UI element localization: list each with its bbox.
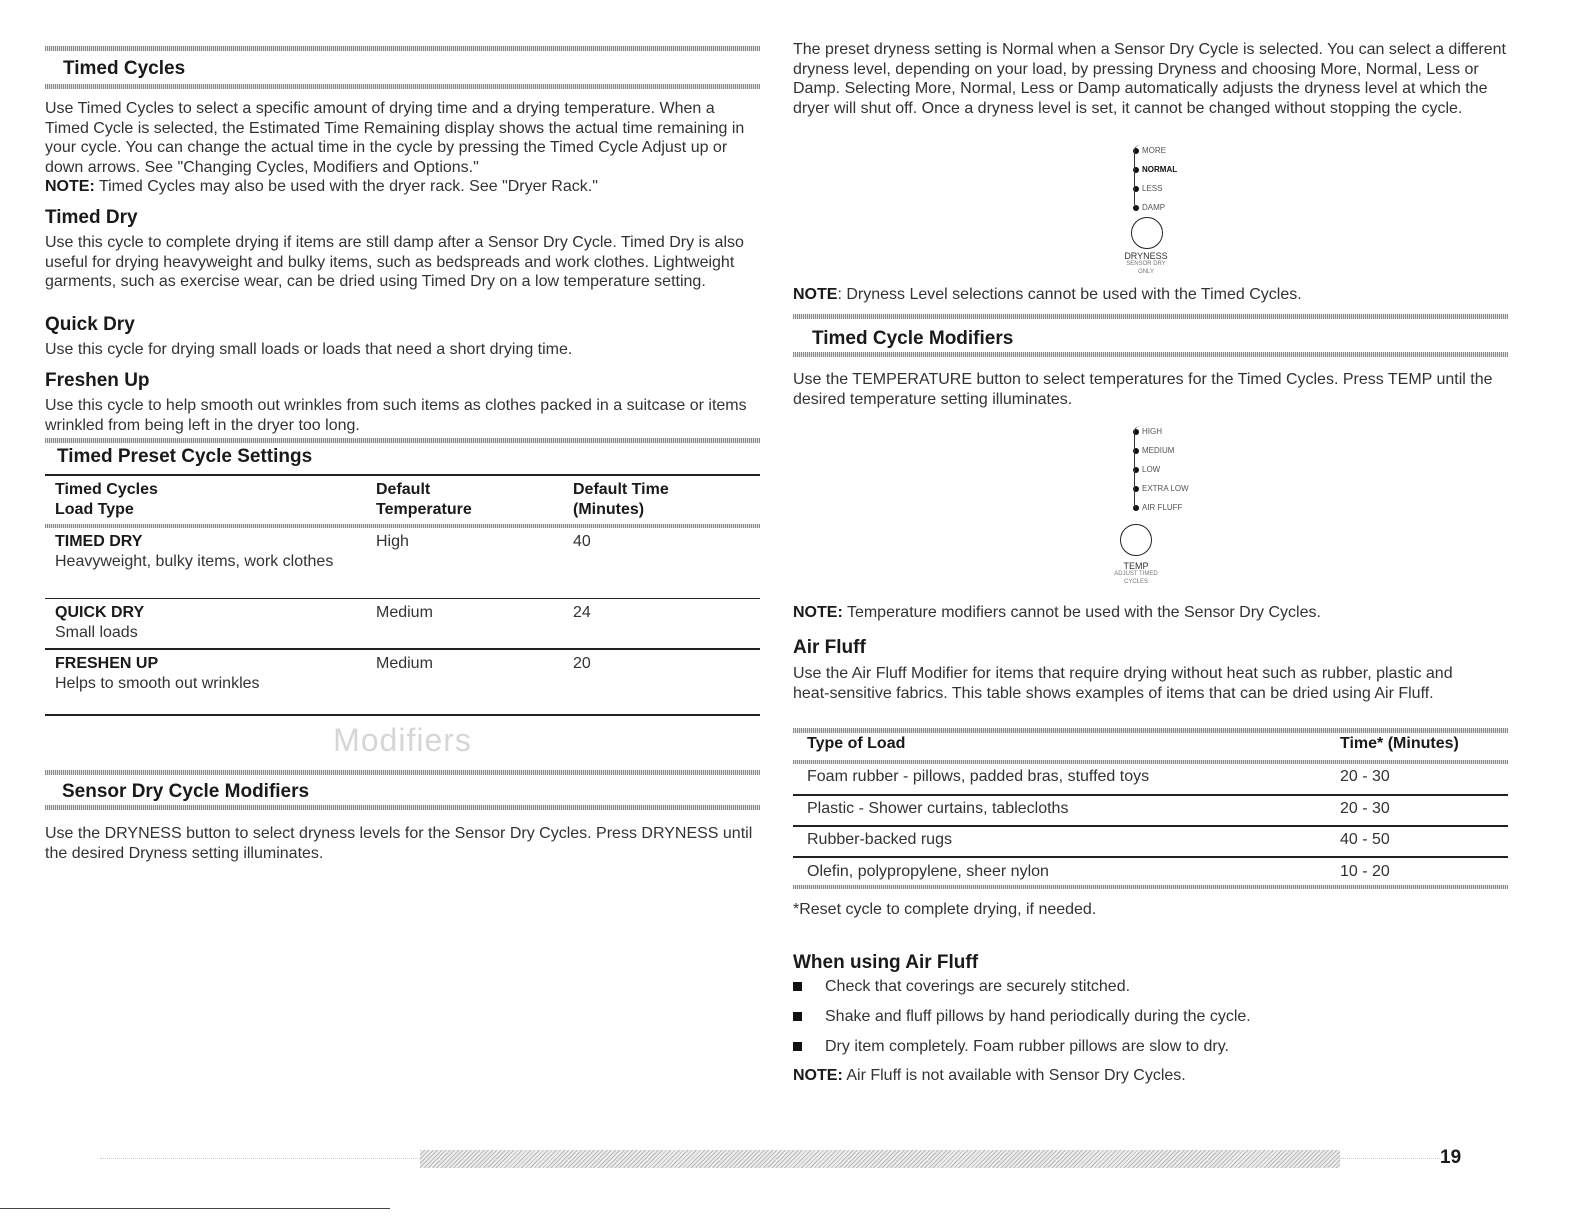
fluff-row-time: 20 - 30 bbox=[1340, 800, 1390, 817]
temp-dial bbox=[1130, 422, 1230, 517]
divider bbox=[45, 84, 760, 89]
timed-modifiers-heading: Timed Cycle Modifiers bbox=[812, 328, 1014, 349]
divider bbox=[793, 760, 1508, 764]
row-rule bbox=[45, 598, 760, 599]
cycle-time: 40 bbox=[573, 533, 591, 550]
preset-col-temperature: Default Temperature bbox=[376, 481, 472, 518]
divider bbox=[45, 770, 760, 775]
bullet-item: Shake and fluff pillows by hand periodically during the cycle. bbox=[793, 1007, 1508, 1027]
temp-dial-label: TEMP ADJUST TIMED CYCLES bbox=[1114, 561, 1158, 585]
note-text: : Dryness Level selections cannot be used with the Timed Cycles. bbox=[837, 286, 1302, 303]
dryness-button-icon bbox=[1131, 217, 1163, 249]
note-text: Air Fluff is not available with Sensor Dry Cycles. bbox=[846, 1067, 1186, 1084]
dryness-dial bbox=[1130, 141, 1210, 217]
fluff-col-load: Type of Load bbox=[807, 735, 906, 752]
timed-cycles-heading: Timed Cycles bbox=[63, 58, 186, 79]
preset-table-heading: Timed Preset Cycle Settings bbox=[57, 446, 313, 467]
dryness-level-more: MORE bbox=[1130, 141, 1210, 160]
divider bbox=[793, 728, 1508, 733]
bullet-icon bbox=[793, 982, 802, 991]
dryness-level-less: LESS bbox=[1130, 179, 1210, 198]
fluff-row-load: Rubber-backed rugs bbox=[807, 831, 952, 848]
fluff-row-load: Foam rubber - pillows, padded bras, stuffed toys bbox=[807, 768, 1150, 785]
table-rule bbox=[45, 474, 760, 476]
timed-modifiers-body: Use the TEMPERATURE button to select temperatures for the Timed Cycles. Press TEMP until the desired temperature setting illuminates. bbox=[793, 371, 1493, 408]
note-text: Temperature modifiers cannot be used with the Sensor Dry Cycles. bbox=[846, 604, 1321, 621]
temp-level-medium: MEDIUM bbox=[1130, 441, 1230, 460]
cycle-name: FRESHEN UP bbox=[55, 655, 159, 672]
fluff-col-time: Time* (Minutes) bbox=[1340, 735, 1459, 752]
preset-col-time: Default Time (Minutes) bbox=[573, 481, 669, 518]
timed-cycles-body: Use Timed Cycles to select a specific amount of drying time and a drying temperature. When a Timed Cycle is selected, the Estimated Time Remaining display shows the actual time remaining in your cycle. You can change the actual time in the cycle by pressing the Timed Cycle Adjust up or down arrows. See "Changing Cycles, Modifiers and Options." bbox=[45, 100, 745, 176]
bullet-icon bbox=[793, 1042, 802, 1051]
temp-level-air-fluff: AIR FLUFF bbox=[1130, 498, 1230, 517]
footer-bar bbox=[420, 1150, 1340, 1168]
fluff-row-load: Olefin, polypropylene, sheer nylon bbox=[807, 863, 1049, 880]
temp-level-extra-low: EXTRA LOW bbox=[1130, 479, 1230, 498]
cycle-name: QUICK DRY bbox=[55, 604, 145, 621]
timed-dry-body: Use this cycle to complete drying if items are still damp after a Sensor Dry Cycle. Timed Dry is also useful for drying heavyweight and bulky items, such as bedspreads and work clothes. Lightweight garments, such as exercise wear, can be dried using Timed Dry on a low temperature setting. bbox=[45, 234, 744, 290]
cycle-name: TIMED DRY bbox=[55, 533, 143, 550]
table-row bbox=[55, 532, 345, 572]
divider bbox=[45, 805, 760, 810]
modifiers-title: Modifiers bbox=[333, 722, 472, 758]
preset-col-cycles: Timed Cycles Load Type bbox=[55, 481, 158, 518]
cycle-time: 20 bbox=[573, 655, 591, 672]
dryness-dial-label: DRYNESS SENSOR DRY ONLY bbox=[1124, 251, 1168, 275]
cycle-temp: High bbox=[376, 533, 409, 550]
bottom-edge-line bbox=[0, 1208, 390, 1209]
temp-button-icon bbox=[1120, 524, 1152, 556]
row-rule bbox=[793, 856, 1508, 858]
cycle-temp: Medium bbox=[376, 604, 433, 621]
freshen-up-body: Use this cycle to help smooth out wrinkles from such items as clothes packed in a suitcase or items wrinkled from being left in the dryer too long. bbox=[45, 397, 747, 434]
table-row bbox=[55, 654, 345, 694]
note-label: NOTE bbox=[793, 286, 838, 303]
page-number: 19 bbox=[1440, 1147, 1462, 1168]
divider bbox=[793, 885, 1508, 889]
temp-note bbox=[793, 603, 1508, 623]
row-rule bbox=[45, 648, 760, 650]
cycle-desc: Small loads bbox=[55, 624, 138, 641]
dryness-note bbox=[793, 285, 1508, 305]
table-bottom-rule bbox=[45, 714, 760, 716]
cycle-desc: Helps to smooth out wrinkles bbox=[55, 675, 260, 692]
temp-level-high: HIGH bbox=[1130, 422, 1230, 441]
air-fluff-body: Use the Air Fluff Modifier for items that require drying without heat such as rubber, plastic and heat-sensitive fabrics. This table shows examples of items that can be dried using Air Fluff. bbox=[793, 665, 1453, 702]
sensor-modifiers-heading: Sensor Dry Cycle Modifiers bbox=[62, 781, 310, 802]
note-label: NOTE: bbox=[793, 1067, 843, 1084]
fluff-row-time: 20 - 30 bbox=[1340, 768, 1390, 785]
air-fluff-heading: Air Fluff bbox=[793, 637, 866, 658]
timed-dry-heading: Timed Dry bbox=[45, 207, 138, 228]
when-using-note bbox=[793, 1066, 1508, 1086]
cycle-time: 24 bbox=[573, 604, 591, 621]
quick-dry-heading: Quick Dry bbox=[45, 314, 135, 335]
bullet-item: Check that coverings are securely stitched. bbox=[793, 977, 1508, 997]
note-text: Timed Cycles may also be used with the dryer rack. See "Dryer Rack." bbox=[98, 178, 598, 195]
divider bbox=[793, 352, 1508, 357]
cycle-temp: Medium bbox=[376, 655, 433, 672]
divider bbox=[45, 46, 760, 51]
dryness-level-damp: DAMP bbox=[1130, 198, 1210, 217]
quick-dry-body: Use this cycle for drying small loads or loads that need a short drying time. bbox=[45, 341, 573, 358]
divider bbox=[45, 524, 760, 528]
divider bbox=[45, 438, 760, 443]
fluff-row-load: Plastic - Shower curtains, tablecloths bbox=[807, 800, 1069, 817]
fluff-row-time: 10 - 20 bbox=[1340, 863, 1390, 880]
footer-dotted-line bbox=[100, 1158, 420, 1159]
row-rule bbox=[793, 794, 1508, 796]
freshen-up-heading: Freshen Up bbox=[45, 370, 150, 391]
fluff-footnote: *Reset cycle to complete drying, if needed. bbox=[793, 901, 1097, 918]
row-rule bbox=[793, 825, 1508, 827]
note-label: NOTE: bbox=[45, 178, 95, 195]
when-using-heading: When using Air Fluff bbox=[793, 952, 979, 973]
fluff-row-time: 40 - 50 bbox=[1340, 831, 1390, 848]
table-row bbox=[55, 603, 345, 643]
sensor-modifiers-body: Use the DRYNESS button to select dryness levels for the Sensor Dry Cycles. Press DRYNESS until the desired Dryness setting illuminates. bbox=[45, 825, 753, 862]
bullet-icon bbox=[793, 1012, 802, 1021]
cycle-desc: Heavyweight, bulky items, work clothes bbox=[55, 553, 334, 570]
note-label: NOTE: bbox=[793, 604, 843, 621]
footer-dotted-line bbox=[1340, 1158, 1440, 1159]
divider bbox=[793, 314, 1508, 319]
preset-dryness-body: The preset dryness setting is Normal when a Sensor Dry Cycle is selected. You can select a different dryness level, depending on your load, by pressing Dryness and choosing More, Normal, Less or Damp. Selecting More, Normal, Less or Damp automatically adjusts the dryness level at which the dryer will shut off. Once a dryness level is set, it cannot be changed without stopping the cycle. bbox=[793, 41, 1506, 117]
bullet-item: Dry item completely. Foam rubber pillows are slow to dry. bbox=[793, 1037, 1508, 1057]
dryness-level-normal: NORMAL bbox=[1130, 160, 1210, 179]
temp-level-low: LOW bbox=[1130, 460, 1230, 479]
timed-cycles-note bbox=[45, 177, 760, 197]
